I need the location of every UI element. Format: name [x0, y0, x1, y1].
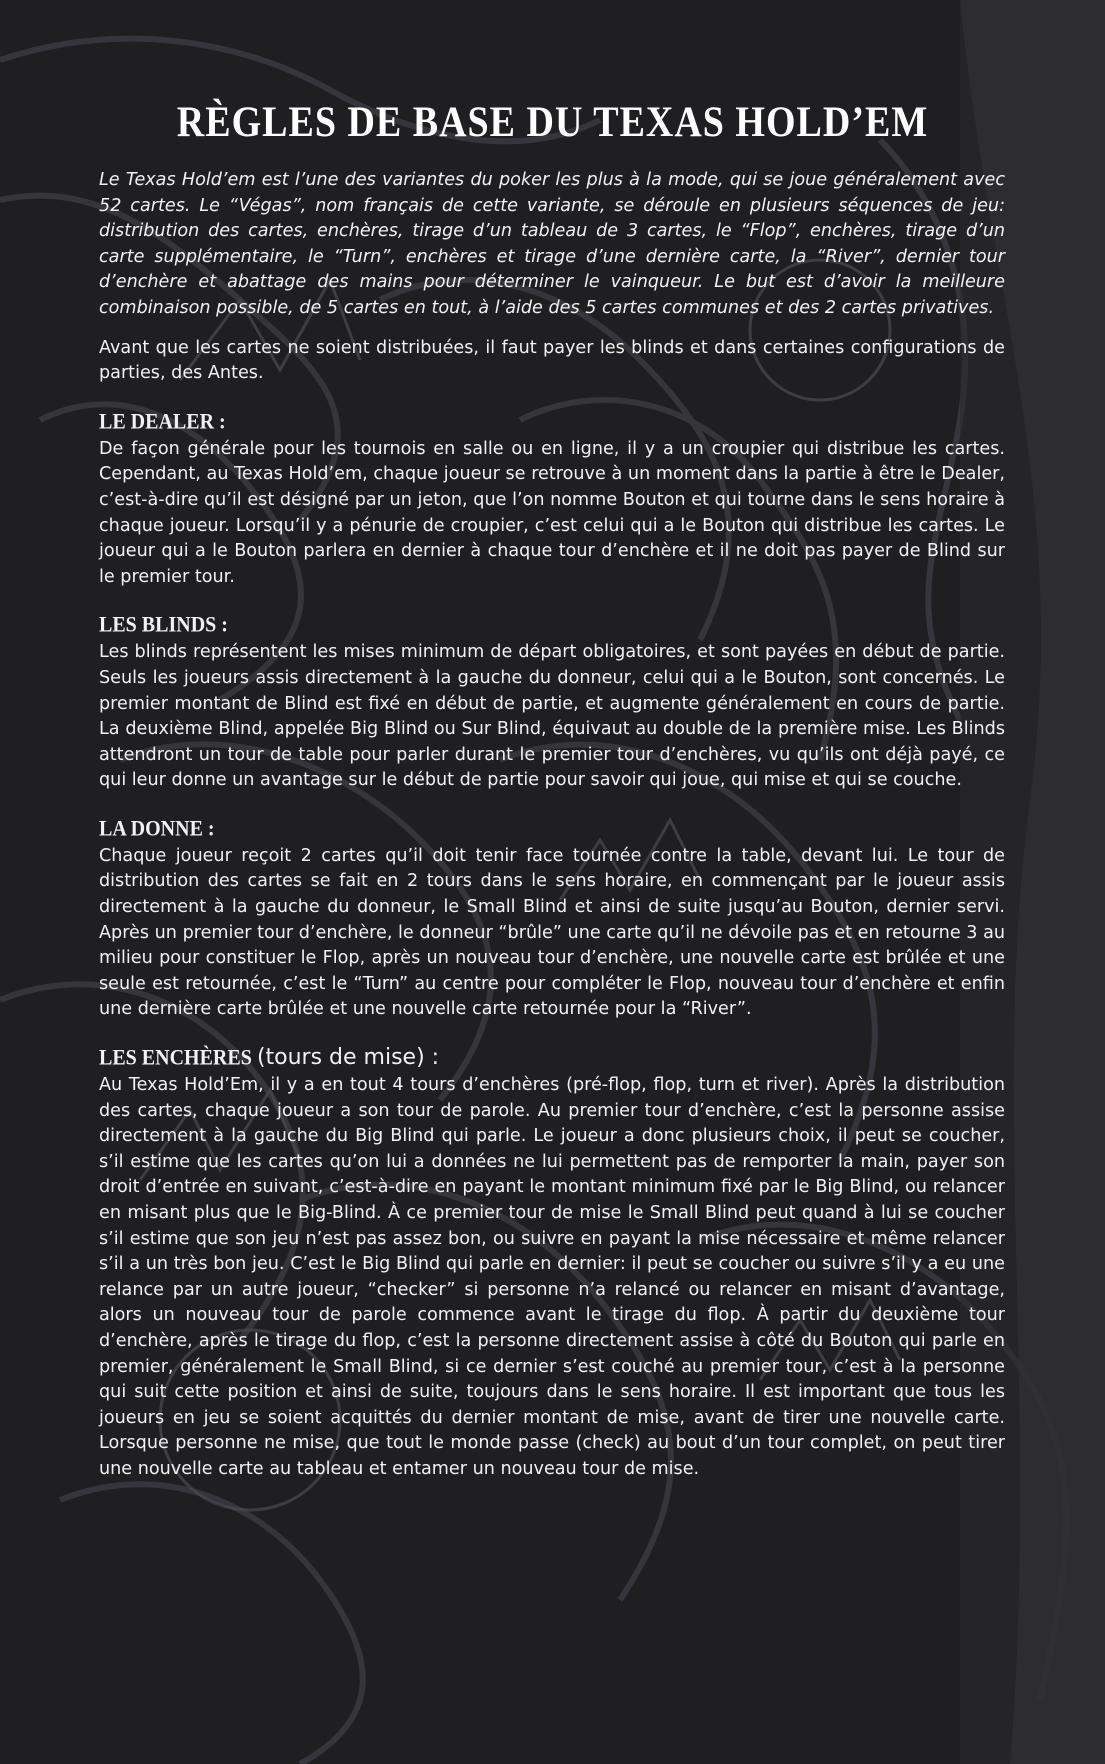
- section-heading-blinds: LES BLINDS :: [99, 613, 228, 638]
- page-title: RÈGLES DE BASE DU TEXAS HOLD’EM: [176, 97, 929, 147]
- section-heading-encheres-sub: (tours de mise) :: [256, 1045, 440, 1071]
- section-text-donne: Chaque joueur reçoit 2 cartes qu’il doit tenir face tournée contre la table, devant lui. Le tour de distribution des cartes se fait en 2 tours dans le sens horaire, en commençant par le joueur assis directement à la gauche du donneur, le Small Blind et ainsi de suite jusqu’au Bouton, dernier servi. Après un premier tour d’enchère, le donneur “brûle” une carte qu’il ne dévoile pas et en retourne 3 au milieu pour constituer le Flop, après un nouveau tour d’enchère, une nouvelle carte est brûlée et une seule est retournée, c’est le “Turn” au centre pour compléter le Flop, nouveau tour d’enchère et enfin une dernière carte brûlée et une nouvelle carte retournée pour la “River”.: [99, 845, 1005, 1020]
- rules-content: [99, 168, 1005, 1483]
- section-text-blinds: Les blinds représentent les mises minimum de départ obligatoires, et sont payées en début de partie. Seuls les joueurs assis directement à la gauche du donneur, celui qui a le Bouton, sont concernés. Le premier montant de Blind est fixé en début de partie, et augmente généralement en cours de partie. La deuxième Blind, appelée Big Blind ou Sur Blind, équivaut au double de la première mise. Les Blinds attendront un tour de table pour parler durant le premier tour d’enchères, vu qu’ils ont déjà payé, ce qui leur donne un avantage sur le début de partie pour savoir qui joue, qui mise et qui se couche.: [99, 642, 1005, 791]
- section-encheres: [99, 1045, 1005, 1483]
- blinds-note-paragraph: Avant que les cartes ne soient distribuées, il faut payer les blinds et dans certaines configurations de parties, des Antes.: [99, 337, 1005, 384]
- section-dealer: [99, 409, 1005, 591]
- section-blinds: [99, 612, 1005, 794]
- intro-paragraph: Le Texas Hold’em est l’une des variantes du poker les plus à la mode, qui se joue généralement avec 52 cartes. Le “Végas”, nom français de cette variante, se déroule en plusieurs séquences de jeu: distribution des cartes, enchères, tirage d’un tableau de 3 cartes, le “Flop”, enchères, tirage d’un carte supplémentaire, le “Turn”, enchères et tirage d’une dernière carte, la “River”, dernier tour d’enchère et abattage des mains pour déterminer le vainqueur. Le but est d’avoir la meilleure combinaison possible, de 5 cartes en tout, à l’aide des 5 cartes communes et des 2 cartes privatives.: [99, 170, 1005, 318]
- section-donne: [99, 816, 1005, 1023]
- section-heading-encheres: LES ENCHÈRES: [99, 1045, 252, 1071]
- section-heading-donne: LA DONNE :: [99, 816, 215, 841]
- section-text-encheres: Au Texas Hold’Em, il y a en tout 4 tours d’enchères (pré-flop, flop, turn et river). Après la distribution des cartes, chaque joueur a son tour de parole. Au premier tour d’enchère, c’est la personne assise directement à la gauche du Big Blind qui parle. Le joueur a donc plusieurs choix, il peut se coucher, s’il estime que les cartes qu’on lui a données ne lui permettent pas de remporter la main, payer son droit d’entrée en suivant, c’est-à-dire en payant le montant minimum fixé par le Big Blind, ou relancer en misant plus que le Big-Blind. À ce premier tour de mise le Small Blind peut quand à lui se coucher s’il estime que son jeu n’est pas assez bon, ou suivre en payant la mise nécessaire et même relancer s’il a un très bon jeu. C’est le Big Blind qui parle en dernier: il peut se coucher ou suivre s’il y a eu une relance par un autre joueur, “checker” si personne n’a relancé ou relancer en misant d’avantage, alors un nouveau tour de parole commence avant le tirage du flop. À partir du deuxième tour d’enchère, après le tirage du flop, c’est la personne directement assise à côté du Bouton qui parle en premier, généralement le Small Blind, si ce dernier s’est couché au premier tour, c’est à la personne qui suit cette position et ainsi de suite, toujours dans le sens horaire. Il est important que tous les joueurs en jeu se soient acquittés du dernier montant de mise, avant de tirer une nouvelle carte. Lorsque personne ne mise, que tout le monde passe (check) au bout d’un tour complet, on peut tirer une nouvelle carte au tableau et entamer un nouveau tour de mise.: [99, 1075, 1005, 1479]
- section-text-dealer: De façon générale pour les tournois en salle ou en ligne, il y a un croupier qui distribue les cartes. Cependant, au Texas Hold’em, chaque joueur se retrouve à un moment dans la partie à être le Dealer, c’est-à-dire qu’il est désigné par un jeton, que l’on nomme Bouton et qui tourne dans le sens horaire à chaque joueur. Lorsqu’il y a pénurie de croupier, c’est celui qui a le Bouton qui distribue les cartes. Le joueur qui a le Bouton parlera en dernier à chaque tour d’enchère et il ne doit pas payer de Blind sur le premier tour.: [99, 438, 1005, 587]
- section-heading-dealer: LE DEALER :: [99, 409, 226, 434]
